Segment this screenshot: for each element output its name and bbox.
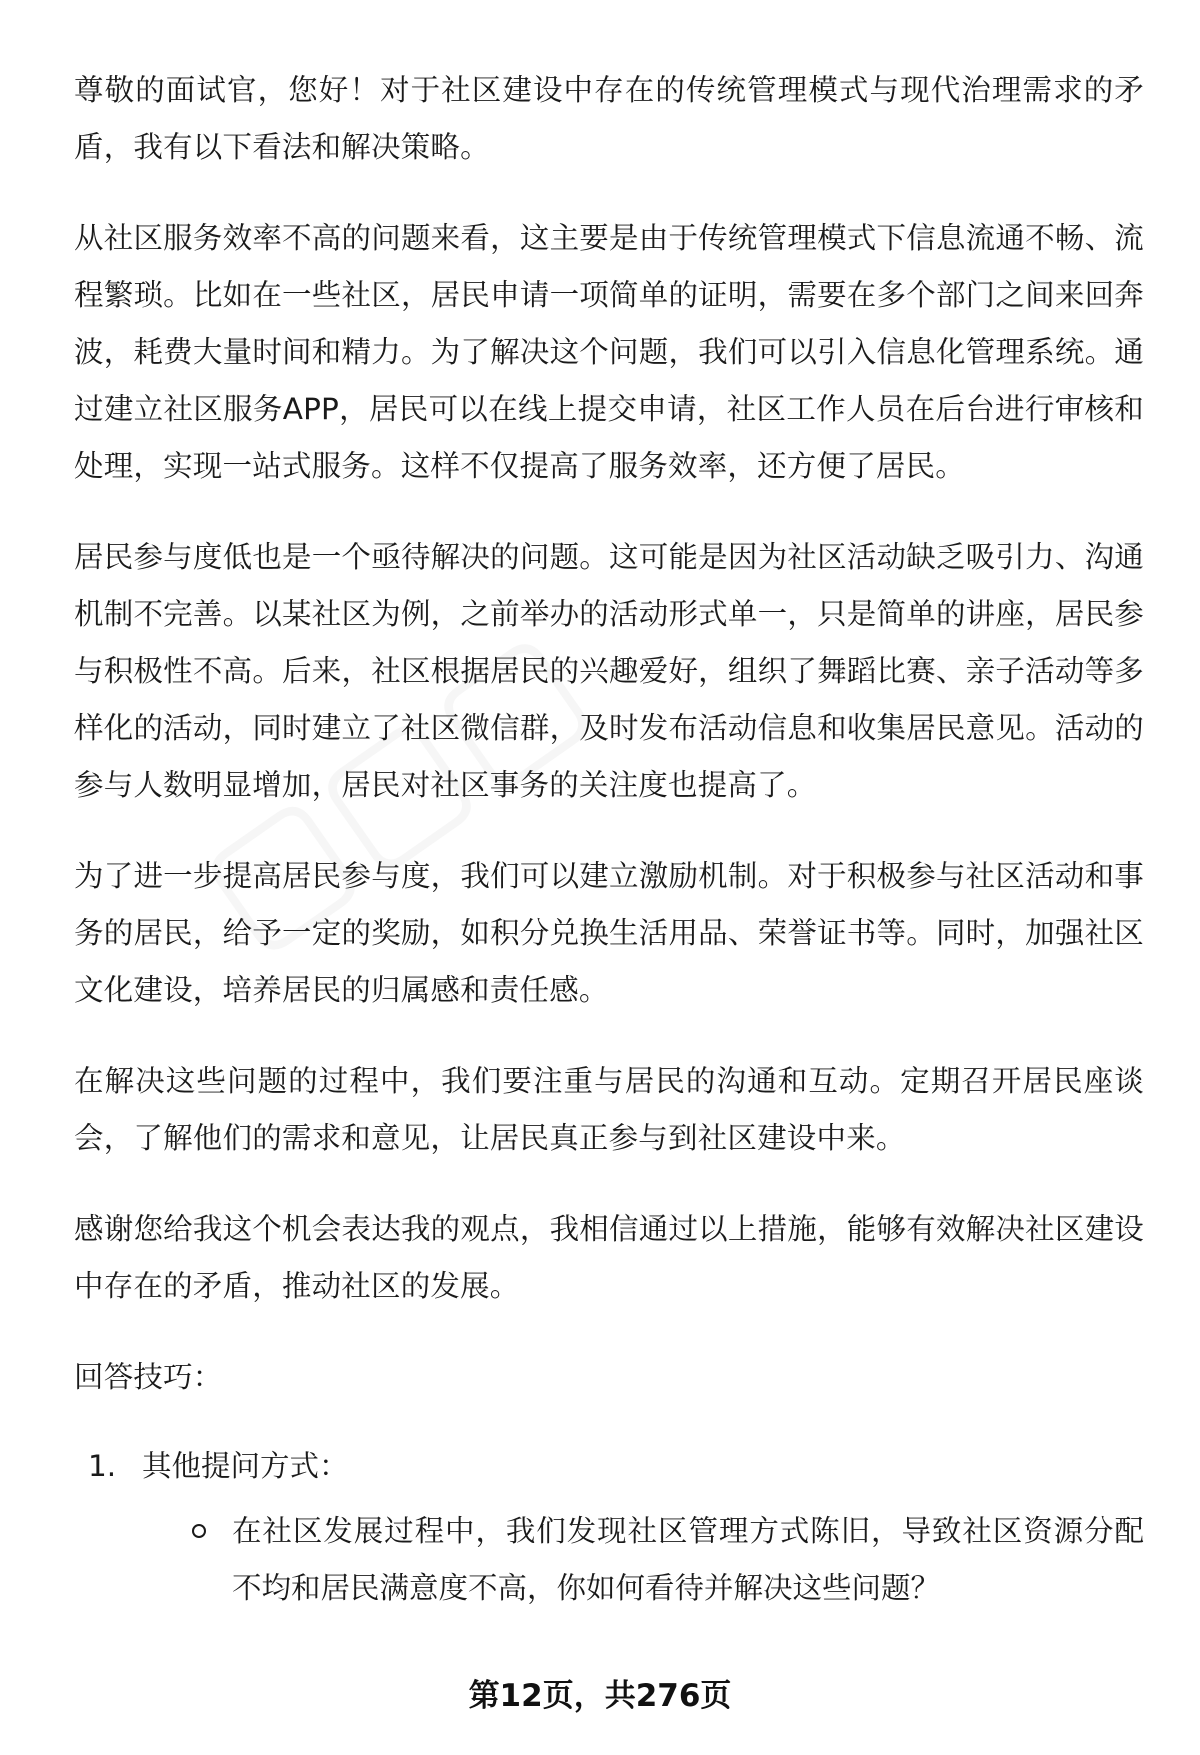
sub-list-item-text: 在社区发展过程中，我们发现社区管理方式陈旧，导致社区资源分配不均和居民满意度不高，你如何看待并解决这些问题？ [232,1514,1144,1605]
page-number: 第12页，共276页 [468,1678,732,1714]
tips-list-item [88,1438,1144,1617]
list-number: 1. [88,1449,117,1483]
circle-bullet-icon [192,1524,206,1538]
paragraph-resident-participation: 居民参与度低也是一个亟待解决的问题。这可能是因为社区活动缺乏吸引力、沟通机制不完善。以某社区为例，之前举办的活动形式单一，只是简单的讲座，居民参与积极性不高。后来，社区根据居民的兴趣爱好，组织了舞蹈比赛、亲子活动等多样化的活动，同时建立了社区微信群，及时发布活动信息和收集居民意见。活动的参与人数明显增加，居民对社区事务的关注度也提高了。 [74,540,1144,802]
document-body [74,62,1144,1617]
paragraph-greeting: 尊敬的面试官，您好！对于社区建设中存在的传统管理模式与现代治理需求的矛盾，我有以下看法和解决策略。 [74,73,1144,164]
paragraph-incentive-mechanism: 为了进一步提高居民参与度，我们可以建立激励机制。对于积极参与社区活动和事务的居民，给予一定的奖励，如积分兑换生活用品、荣誉证书等。同时，加强社区文化建设，培养居民的归属感和责任感。 [74,859,1144,1007]
paragraph-closing: 感谢您给我这个机会表达我的观点，我相信通过以上措施，能够有效解决社区建设中存在的矛盾，推动社区的发展。 [74,1212,1144,1303]
tips-heading: 回答技巧： [74,1360,223,1394]
paragraph-service-efficiency: 从社区服务效率不高的问题来看，这主要是由于传统管理模式下信息流通不畅、流程繁琐。比如在一些社区，居民申请一项简单的证明，需要在多个部门之间来回奔波，耗费大量时间和精力。为了解决这个问题，我们可以引入信息化管理系统。通过建立社区服务APP，居民可以在线上提交申请，社区工作人员在后台进行审核和处理，实现一站式服务。这样不仅提高了服务效率，还方便了居民。 [74,221,1144,483]
tips-list [74,1438,1144,1617]
paragraph-communication: 在解决这些问题的过程中，我们要注重与居民的沟通和互动。定期召开居民座谈会，了解他们的需求和意见，让居民真正参与到社区建设中来。 [74,1064,1144,1155]
list-item-label: 其他提问方式： [142,1449,349,1483]
sub-list-item [182,1503,1144,1617]
sub-list [142,1503,1144,1617]
